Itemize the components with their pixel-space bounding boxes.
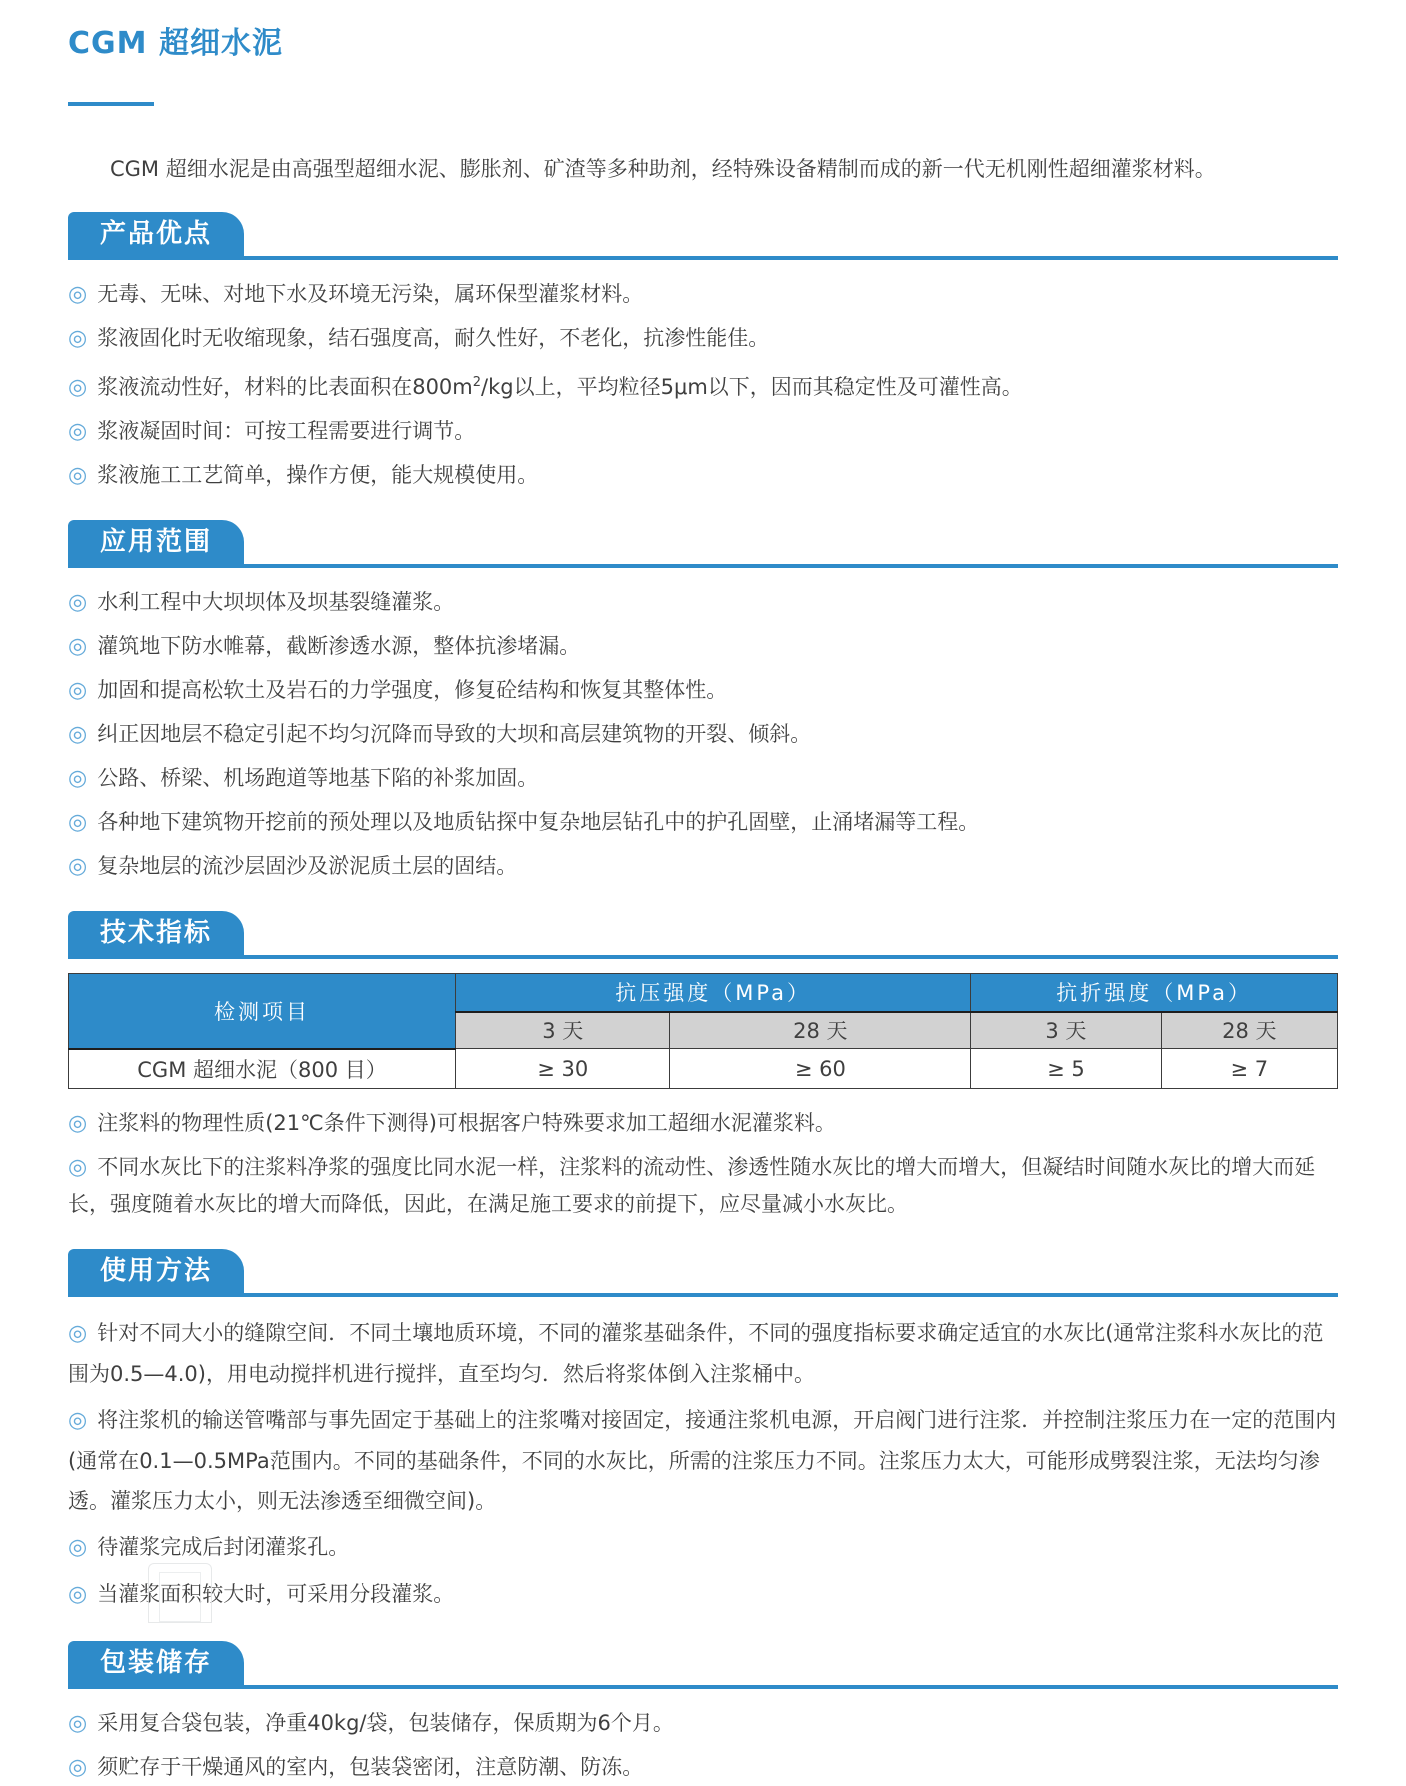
list-item-text: 各种地下建筑物开挖前的预处理以及地质钻探中复杂地层钻孔中的护孔固壁，止涌堵漏等工程。	[97, 810, 980, 834]
list-item-text: 浆液施工工艺简单，操作方便，能大规模使用。	[97, 463, 539, 487]
section-header-advantages	[68, 212, 1338, 260]
list-item-text: 加固和提高松软土及岩石的力学强度，修复砼结构和恢复其整体性。	[97, 678, 728, 702]
title-underline	[68, 102, 154, 106]
list-item-text: 须贮存于干燥通风的室内，包装袋密闭，注意防潮、防冻。	[97, 1755, 644, 1779]
section-tab-usage: 使用方法	[68, 1249, 244, 1293]
ring-bullet-icon: ◎	[68, 1321, 88, 1346]
list-item	[68, 1149, 1338, 1223]
list-item	[68, 1527, 1338, 1568]
list-item	[68, 1705, 1338, 1742]
subheader-3d: 3 天	[971, 1012, 1161, 1049]
list-item-text: 待灌浆完成后封闭灌浆孔。	[97, 1535, 350, 1559]
cell-value: ≥ 5	[971, 1049, 1161, 1089]
ring-bullet-icon: ◎	[68, 1711, 88, 1736]
ring-bullet-icon: ◎	[68, 590, 88, 615]
product-bag-watermark-inner	[159, 1572, 201, 1622]
list-item	[68, 672, 1338, 709]
packaging-list	[68, 1705, 1338, 1786]
section-header-packaging	[68, 1641, 1338, 1689]
ring-bullet-icon: ◎	[68, 1408, 88, 1433]
list-item	[68, 320, 1338, 357]
list-item-text: 浆液流动性好，材料的比表面积在800m	[97, 375, 473, 399]
ring-bullet-icon: ◎	[68, 1755, 88, 1780]
applications-list	[68, 584, 1338, 885]
ring-bullet-icon: ◎	[68, 282, 88, 307]
list-item-text: 灌筑地下防水帷幕，截断渗透水源，整体抗渗堵漏。	[97, 634, 581, 658]
specs-notes-list	[68, 1105, 1338, 1223]
ring-bullet-icon: ◎	[68, 766, 88, 791]
list-item-text: /kg以上，平均粒径5μm以下，因而其稳定性及可灌性高。	[481, 375, 1023, 399]
subheader-28d: 28 天	[670, 1012, 971, 1049]
ring-bullet-icon: ◎	[68, 1111, 88, 1136]
list-item	[68, 628, 1338, 665]
list-item	[68, 584, 1338, 621]
col-header-test-item: 检测项目	[69, 974, 456, 1049]
list-item	[68, 1400, 1338, 1521]
list-item-text: 不同水灰比下的注浆料净浆的强度比同水泥一样，注浆料的流动性、渗透性随水灰比的增大而增大，但凝结时间随水灰比的增大而延长，强度随着水灰比的增大而降低，因此，在满足施工要求的前提下，应尽量减小水灰比。	[68, 1155, 1316, 1216]
spec-table	[68, 973, 1338, 1089]
section-tab-advantages: 产品优点	[68, 212, 244, 256]
ring-bullet-icon: ◎	[68, 326, 88, 351]
table-header-row	[69, 974, 1338, 1012]
superscript: 2	[472, 375, 482, 390]
list-item-text: 将注浆机的输送管嘴部与事先固定于基础上的注浆嘴对接固定，接通注浆机电源，开启阀门进行注浆．并控制注浆压力在一定的范围内(通常在0.1—0.5MPa范围内。不同的基础条件，不同的水灰比，所需的注浆压力不同。注浆压力太大，可能形成劈裂注浆，无法均匀渗透。灌浆压力太小，则无法渗透至细微空间)。	[68, 1408, 1337, 1513]
ring-bullet-icon: ◎	[68, 678, 88, 703]
list-item-text: 公路、桥梁、机场跑道等地基下陷的补浆加固。	[97, 766, 539, 790]
list-item-text: 纠正因地层不稳定引起不均匀沉降而导致的大坝和高层建筑物的开裂、倾斜。	[97, 722, 812, 746]
list-item-text: 浆液固化时无收缩现象，结石强度高，耐久性好，不老化，抗渗性能佳。	[97, 326, 770, 350]
cell-value: ≥ 7	[1161, 1049, 1337, 1089]
ring-bullet-icon: ◎	[68, 854, 88, 879]
subheader-28d: 28 天	[1161, 1012, 1337, 1049]
page-title: CGM 超细水泥	[68, 26, 283, 61]
ring-bullet-icon: ◎	[68, 1582, 88, 1607]
section-header-applications	[68, 520, 1338, 568]
list-item	[68, 804, 1338, 841]
list-item-text: 无毒、无味、对地下水及环境无污染，属环保型灌浆材料。	[97, 282, 644, 306]
list-item-text: 复杂地层的流沙层固沙及淤泥质土层的固结。	[97, 854, 518, 878]
intro-paragraph: CGM 超细水泥是由高强型超细水泥、膨胀剂、矿渣等多种助剂，经特殊设备精制而成的新一代无机刚性超细灌浆材料。	[110, 157, 1216, 181]
list-item-text: 采用复合袋包装，净重40kg/袋，包装储存，保质期为6个月。	[97, 1711, 674, 1735]
section-tab-applications: 应用范围	[68, 520, 244, 564]
list-item-text: 浆液凝固时间：可按工程需要进行调节。	[97, 419, 476, 443]
list-item	[68, 848, 1338, 885]
ring-bullet-icon: ◎	[68, 375, 88, 400]
section-tab-specs: 技术指标	[68, 911, 244, 955]
list-item	[68, 760, 1338, 797]
list-item-text: 当灌浆面积较大时，可采用分段灌浆。	[97, 1582, 455, 1606]
section-header-specs	[68, 911, 1338, 959]
cell-value: ≥ 30	[456, 1049, 670, 1089]
advantages-list	[68, 276, 1338, 494]
list-item	[68, 413, 1338, 450]
cell-value: ≥ 60	[670, 1049, 971, 1089]
usage-list	[68, 1313, 1338, 1615]
list-item-text: 针对不同大小的缝隙空间．不同土壤地质环境，不同的灌浆基础条件，不同的强度指标要求确定适宜的水灰比(通常注浆科水灰比的范围为0.5—4.0)，用电动搅拌机进行搅拌，直至均匀．然后将浆体倒入注浆桶中。	[68, 1321, 1324, 1386]
ring-bullet-icon: ◎	[68, 419, 88, 444]
list-item	[68, 1574, 1338, 1615]
ring-bullet-icon: ◎	[68, 1155, 88, 1180]
col-header-flexural: 抗折强度（MPa）	[971, 974, 1338, 1012]
cell-product-name: CGM 超细水泥（800 目）	[69, 1049, 456, 1089]
list-item	[68, 1313, 1338, 1394]
ring-bullet-icon: ◎	[68, 463, 88, 488]
list-item	[68, 1105, 1338, 1142]
list-item-text: 水利工程中大坝坝体及坝基裂缝灌浆。	[97, 590, 455, 614]
ring-bullet-icon: ◎	[68, 634, 88, 659]
ring-bullet-icon: ◎	[68, 722, 88, 747]
list-item	[68, 457, 1338, 494]
subheader-3d: 3 天	[456, 1012, 670, 1049]
section-tab-packaging: 包装储存	[68, 1641, 244, 1685]
list-item	[68, 364, 1338, 406]
ring-bullet-icon: ◎	[68, 810, 88, 835]
list-item	[68, 716, 1338, 753]
product-bag-watermark	[148, 1563, 212, 1623]
list-item	[68, 276, 1338, 313]
list-item-text: 注浆料的物理性质(21℃条件下测得)可根据客户特殊要求加工超细水泥灌浆料。	[97, 1111, 836, 1135]
col-header-compressive: 抗压强度（MPa）	[456, 974, 971, 1012]
table-row	[69, 1049, 1338, 1089]
section-header-usage	[68, 1249, 1338, 1297]
list-item	[68, 1749, 1338, 1786]
ring-bullet-icon: ◎	[68, 1535, 88, 1560]
